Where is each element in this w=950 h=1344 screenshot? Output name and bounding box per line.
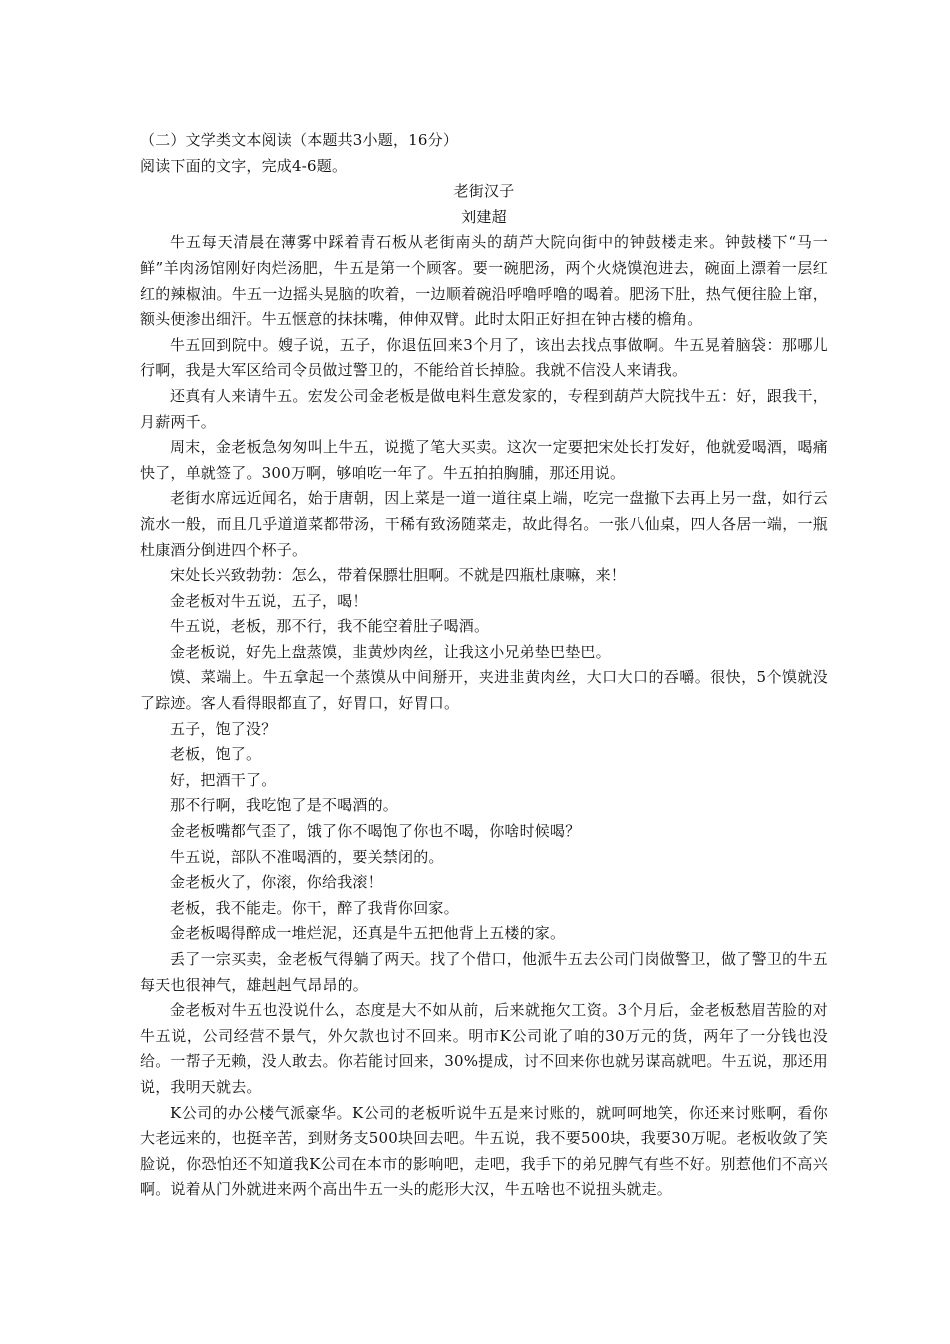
- paragraph: 牛五每天清晨在薄雾中踩着青石板从老街南头的葫芦大院向街中的钟鼓楼走来。钟鼓楼下“马一鲜”羊肉汤馆刚好肉烂汤肥，牛五是第一个顾客。要一碗肥汤，两个火烧馍泡进去，碗面上漂着一层红红的辣椒油。牛五一边摇头晃脑的吹着，一边顺着碗沿呼噜呼噜的喝着。肥汤下肚，热气便往脸上窜，额头便渗出细汗。牛五惬意的抹抹嘴，伸伸双臂。此时太阳正好担在钟古楼的檐角。: [140, 233, 828, 329]
- paragraph: 周末，金老板急匆匆叫上牛五，说揽了笔大买卖。这次一定要把宋处长打发好，他就爱喝酒，喝痛快了，单就签了。300万啊，够咱吃一年了。牛五拍拍胸脯，那还用说。: [140, 438, 828, 482]
- paragraph: 金老板喝得醉成一堆烂泥，还真是牛五把他背上五楼的家。: [170, 924, 566, 943]
- paragraph: 老街水席远近闻名，始于唐朝，因上菜是一道一道往桌上端，吃完一盘撤下去再上另一盘，如行云流水一般，而且几乎道道菜都带汤，干稀有致汤随菜走，故此得名。一张八仙桌，四人各居一端，一瓶杜康酒分倒进四个杯子。: [140, 489, 828, 559]
- paragraph: 金老板对牛五说，五子，喝！: [170, 591, 368, 610]
- section-heading: （二）文学类文本阅读（本题共3小题，16分）: [140, 131, 459, 149]
- paragraph: 金老板嘴都气歪了，饿了你不喝饱了你也不喝，你啥时候喝？: [170, 822, 581, 841]
- paragraph: 丢了一宗买卖，金老板气得躺了两天。找了个借口，他派牛五去公司门岗做警卫，做了警卫的牛五每天也很神气，雄赳赳气昂昂的。: [140, 950, 828, 994]
- paragraph: 牛五说，老板，那不行，我不能空着肚子喝酒。: [170, 617, 490, 636]
- paragraph: 还真有人来请牛五。宏发公司金老板是做电料生意发家的，专程到葫芦大院找牛五：好，跟我干，月薪两千。: [140, 386, 828, 431]
- author-name: 刘建超: [461, 207, 507, 226]
- paragraph: K公司的办公楼气派豪华。K公司的老板听说牛五是来讨账的，就呵呵地笑，你还来讨账啊，看你大老远来的，也挺辛苦，到财务支500块回去吧。牛五说，我不要500块，我要30万呢。老板收敛了笑脸说，你恐怕还不知道我K公司在本市的影响吧，走吧，我手下的弟兄脾气有些不好。别惹他们不高兴啊。说着从门外就进来两个高出牛五一头的彪形大汉，牛五啥也不说扭头就走。: [140, 1103, 828, 1199]
- paragraph: 馍、菜端上。牛五拿起一个蒸馍从中间掰开，夹进韭黄肉丝，大口大口的吞嚼。很快，5个馍就没了踪迹。客人看得眼都直了，好胃口，好胃口。: [140, 668, 828, 713]
- paragraph: 好，把酒干了。: [170, 770, 277, 789]
- paragraph: 那不行啊，我吃饱了是不喝酒的。: [170, 796, 399, 815]
- paragraph: 老板，饱了。: [170, 745, 262, 764]
- paragraph: 金老板火了，你滚，你给我滚！: [170, 873, 383, 892]
- paragraph: 金老板对牛五也没说什么，态度是大不如从前，后来就拖欠工资。3个月后，金老板愁眉苦脸的对牛五说，公司经营不景气，外欠款也讨不回来。明市K公司讹了咱的30万元的货，两年了一分钱也没给。一帮子无赖，没人敢去。你若能讨回来，30%提成，讨不回来你也就另谋高就吧。牛五说，那还用说，我明天就去。: [140, 1001, 828, 1096]
- story-title: 老街汉子: [453, 182, 515, 201]
- paragraph: 金老板说，好先上盘蒸馍，韭黄炒肉丝，让我这小兄弟垫巴垫巴。: [170, 642, 611, 661]
- paragraph: 宋处长兴致勃勃：怎么，带着保膘壮胆啊。不就是四瓶杜康嘛，来！: [170, 566, 627, 585]
- document-page: [140, 128, 828, 1203]
- paragraph: 牛五回到院中。嫂子说，五子，你退伍回来3个月了，该出去找点事做啊。牛五晃着脑袋：那哪儿行啊，我是大军区给司令员做过警卫的，不能给首长掉脸。我就不信没人来请我。: [140, 335, 828, 380]
- paragraph: 老板，我不能走。你干，醉了我背你回家。: [170, 898, 459, 917]
- instruction-text: 阅读下面的文字，完成4-6题。: [140, 156, 348, 175]
- paragraph: 五子，饱了没？: [170, 719, 277, 738]
- paragraph: 牛五说，部队不准喝酒的，要关禁闭的。: [170, 847, 444, 866]
